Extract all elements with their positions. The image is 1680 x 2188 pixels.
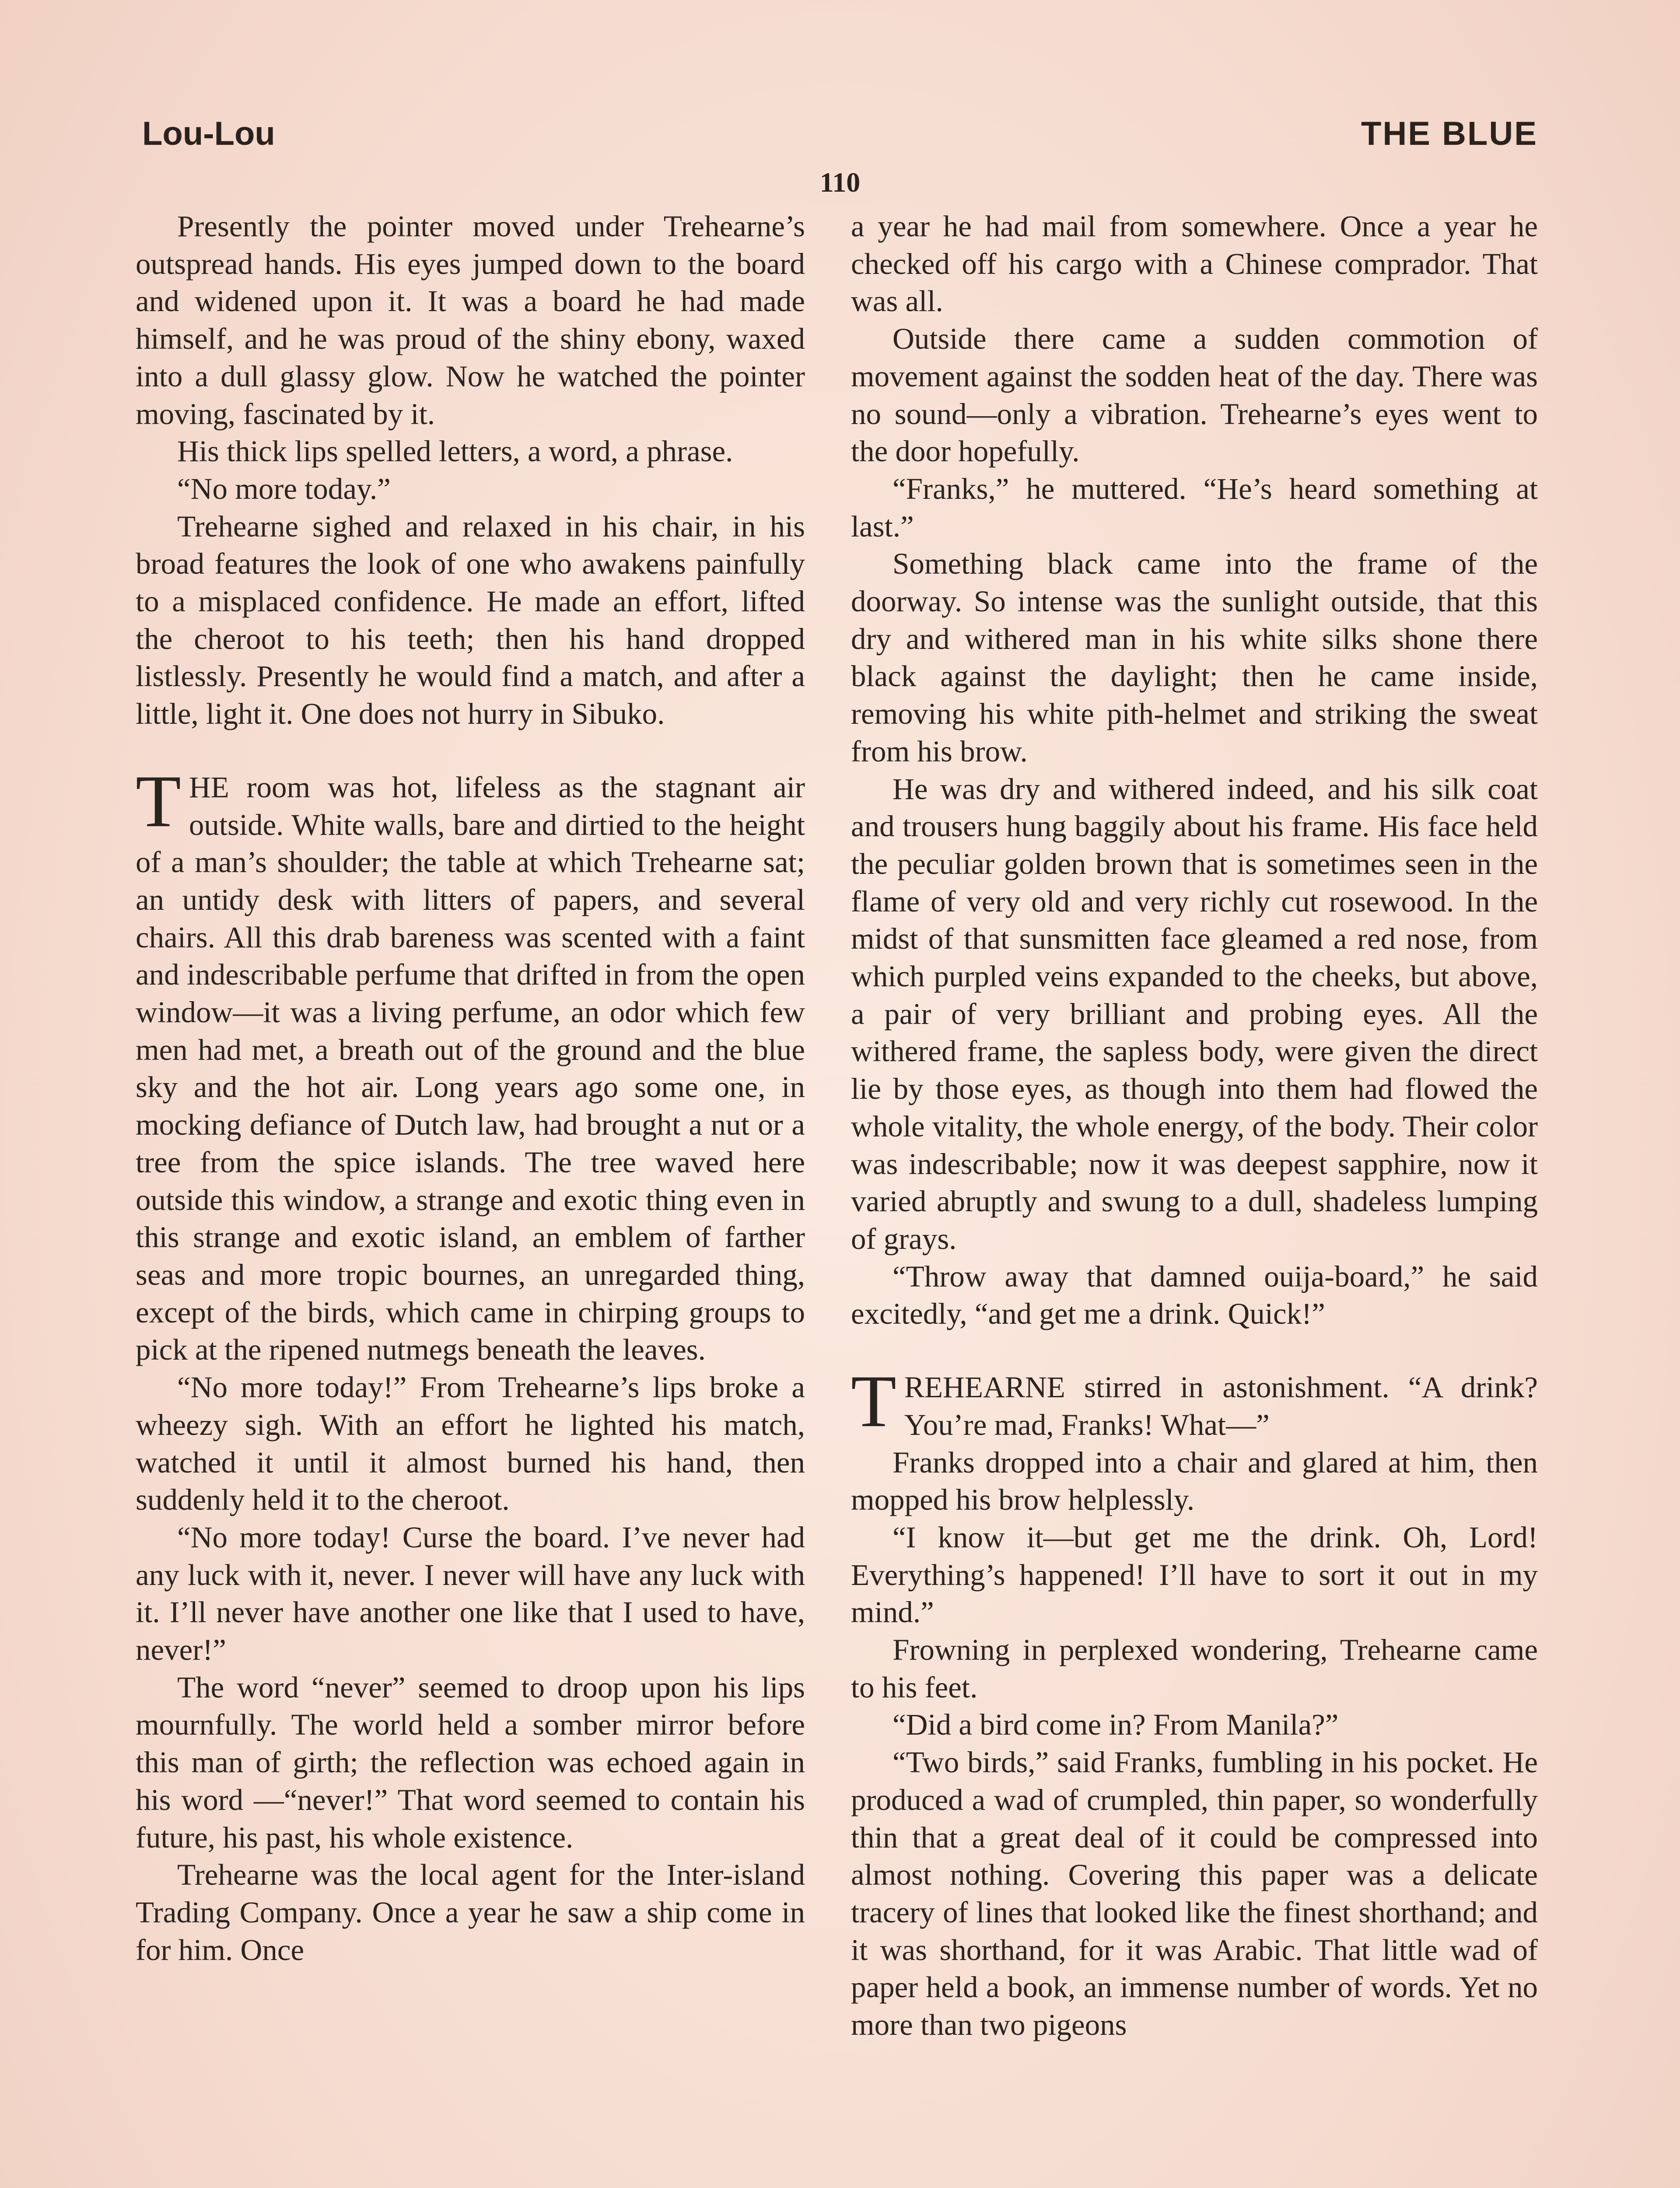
paragraph: “No more today! Curse the board. I’ve never had any luck with it, never. I never will have any luck with it. I’ll never have another one like that I used to have, never!” bbox=[136, 1520, 805, 1667]
paragraph: “Two birds,” said Franks, fumbling in his pocket. He produced a wad of crumpled, thin paper, so wonderfully thin that a great deal of it could be compressed into almost nothing. Covering this paper was a delicate tracery of lines that looked like the finest shorthand; and it was shorthand, for it was Arabic. That little wad of paper held a book, an immense number of words. Yet no more than two pigeons bbox=[851, 1746, 1538, 2042]
paragraph: Trehearne sighed and relaxed in his chair, in his broad features the look of one who awakens painfully to a misplaced confidence. He made an effort, lifted the cheroot to his teeth; then his hand dropped listlessly. Presently he would find a match, and after a little, light it. One does not hurry in Sibuko. bbox=[136, 509, 805, 731]
section-paragraph bbox=[136, 760, 805, 1369]
magazine-title: THE BLUE bbox=[1361, 115, 1538, 152]
drop-cap: T bbox=[851, 1360, 896, 1443]
paragraph: Outside there came a sudden commotion of movement against the sodden heat of the day. There was no sound—only a vibration. Trehearne’s eyes went to the door hopefully. bbox=[851, 322, 1538, 468]
section-paragraph bbox=[851, 1360, 1538, 1444]
paragraph: The word “never” seemed to droop upon his lips mournfully. The world held a somber mirror before this man of girth; the reflection was echoed again in his word —“never!” That word seemed to contain his future, his past, his whole existence. bbox=[136, 1670, 805, 1854]
drop-cap: T bbox=[136, 760, 181, 842]
paragraph: He was dry and withered indeed, and his silk coat and trousers hung baggily about his frame. His face held the peculiar golden brown that is sometimes seen in the flame of very old and very richly cut rosewood. In the midst of that sunsmitten face gleamed a red nose, from which purpled veins expanded to the cheeks, but above, a pair of very brilliant and probing eyes. All the withered frame, the sapless body, were given the direct lie by those eyes, as though into them had flowed the whole vitality, the whole energy, of the body. Their color was indescribable; now it was deepest sapphire, now it varied abruptly and swung to a dull, shadeless lumping of grays. bbox=[851, 772, 1538, 1255]
paragraph: “Throw away that damned ouija-board,” he said excitedly, “and get me a drink. Quick!” bbox=[851, 1259, 1538, 1331]
paragraph: Franks dropped into a chair and glared at him, then mopped his brow helplessly. bbox=[851, 1445, 1538, 1517]
paragraph: Frowning in perplexed wondering, Trehearne came to his feet. bbox=[851, 1633, 1538, 1704]
paragraph: a year he had mail from somewhere. Once a year he checked off his cargo with a Chinese comprador. That was all. bbox=[851, 210, 1538, 318]
paragraph: “Franks,” he muttered. “He’s heard something at last.” bbox=[851, 472, 1538, 543]
story-title: Lou-Lou bbox=[142, 115, 275, 152]
section-text: HE room was hot, lifeless as the stagnant air outside. White walls, bare and dirtied to the height of a man’s shoulder; the table at which Trehearne sat; an untidy desk with litters of papers, and several chairs. All this drab bareness was scented with a faint and indescribable perfume that drifted in from the open window—it was a living perfume, an odor which few men had met, a breath out of the ground and the blue sky and the hot air. Long years ago some one, in mocking defiance of Dutch law, had brought a nut or a tree from the spice islands. The tree waved here outside this window, a strange and exotic thing even in this strange and exotic island, an emblem of farther seas and more tropic bournes, an unregarded thing, except of the birds, which came in chirping groups to pick at the ripened nutmegs beneath the leaves. bbox=[136, 770, 805, 1367]
right-column bbox=[851, 208, 1538, 2044]
paragraph: Something black came into the frame of the doorway. So intense was the sunlight outside, that this dry and withered man in his white silks shone there black against the daylight; then he came inside, removing his white pith-helmet and striking the sweat from his brow. bbox=[851, 547, 1538, 768]
paragraph: His thick lips spelled letters, a word, a phrase. bbox=[177, 435, 733, 468]
paragraph: “I know it—but get me the drink. Oh, Lord! Everything’s happened! I’ll have to sort it out in my mind.” bbox=[851, 1520, 1538, 1629]
paragraph: “No more today!” From Trehearne’s lips broke a wheezy sigh. With an effort he lighted his match, watched it until it almost burned his hand, then suddenly held it to the cheroot. bbox=[136, 1371, 805, 1517]
paragraph: Presently the pointer moved under Trehearne’s outspread hands. His eyes jumped down to the board and widened upon it. It was a board he had made himself, and he was proud of the shiny ebony, waxed into a dull glassy glow. Now he watched the pointer moving, fascinated by it. bbox=[136, 210, 805, 431]
paragraph: Trehearne was the local agent for the Inter-island Trading Company. Once a year he saw a ship come in for him. Once bbox=[136, 1858, 805, 1967]
section-text: REHEARNE stirred in astonishment. “A drink? You’re mad, Franks! What—” bbox=[904, 1371, 1538, 1441]
running-header bbox=[142, 115, 1538, 163]
left-column bbox=[136, 208, 805, 1969]
page-number: 110 bbox=[819, 167, 861, 198]
paragraph: “Did a bird come in? From Manila?” bbox=[892, 1708, 1339, 1742]
paragraph: “No more today.” bbox=[177, 472, 391, 505]
